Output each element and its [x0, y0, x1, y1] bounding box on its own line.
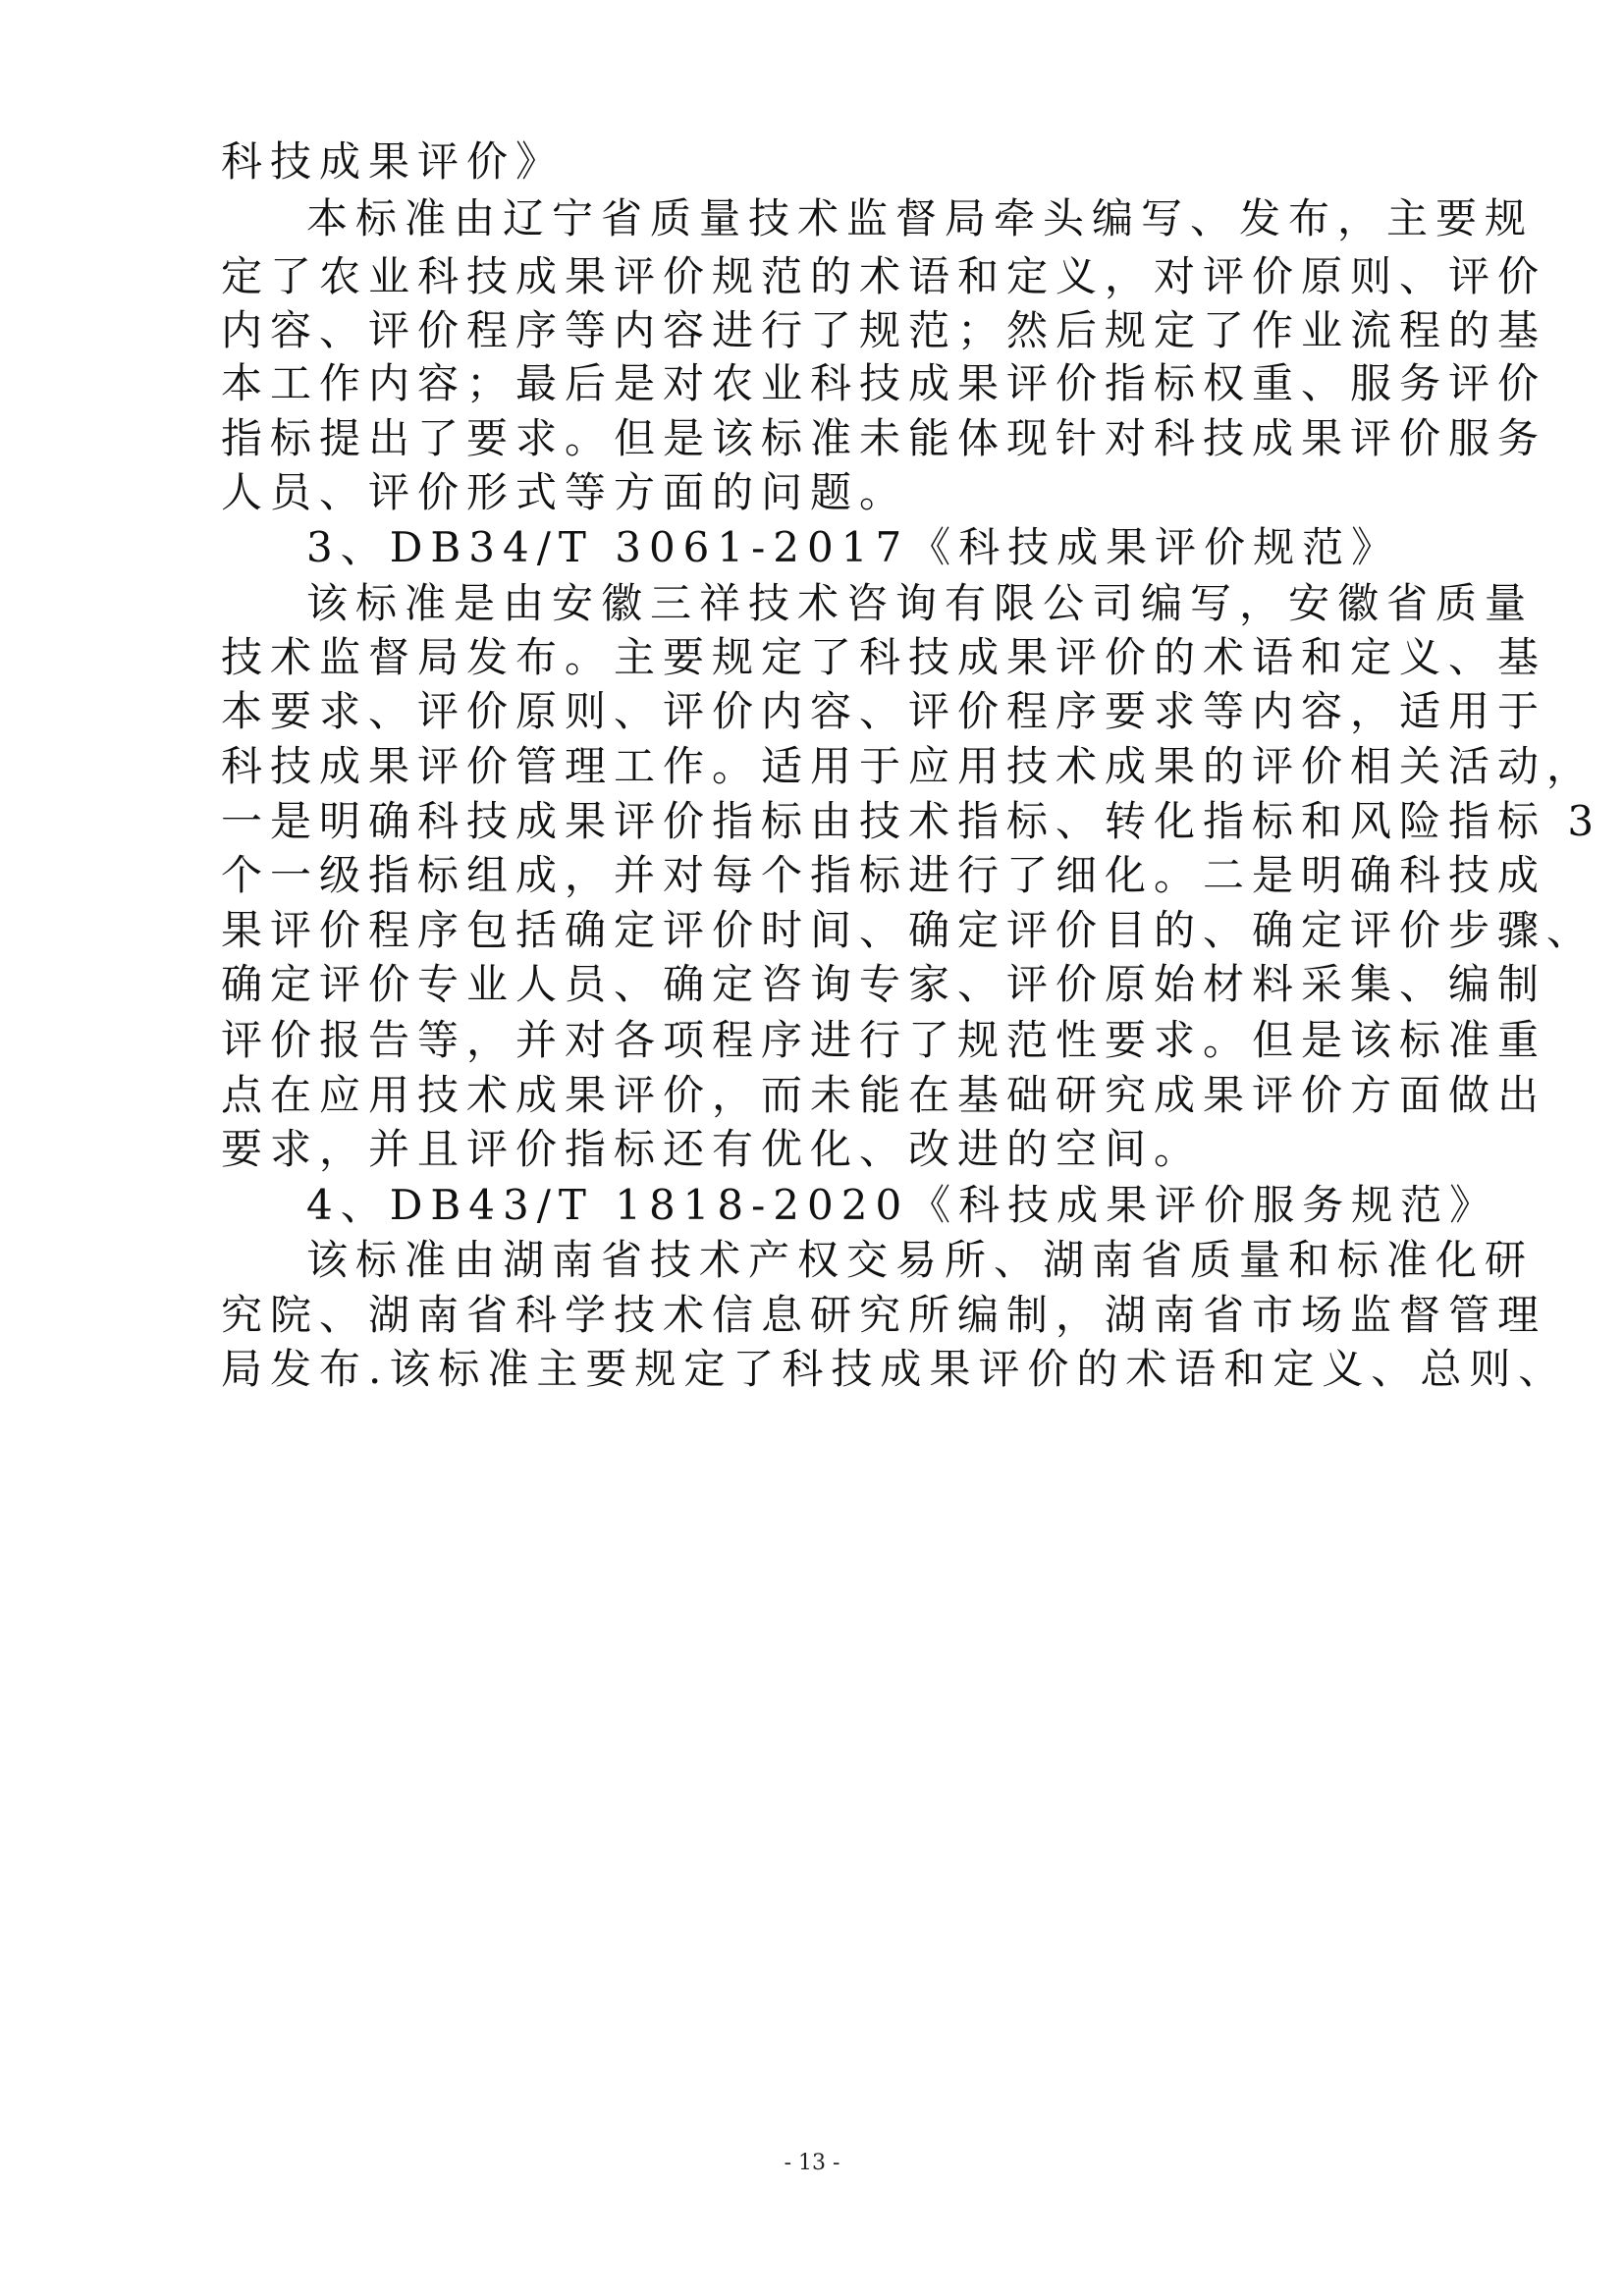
text-line-15: 果评价程序包括确定评价时间、确定评价目的、确定评价步骤、 — [221, 906, 1597, 954]
text-line-14: 个一级指标组成，并对每个指标进行了细化。二是明确科技成 — [221, 851, 1547, 899]
section-heading-4: 4、DB43/T 1818-2020《科技成果评价服务规范》 — [306, 1181, 1499, 1229]
text-line-22: 究院、湖南省科学技术信息研究所编制，湖南省市场监督管理 — [221, 1291, 1547, 1339]
text-line-9: 该标准是由安徽三祥技术咨询有限公司编写，安徽省质量 — [306, 579, 1535, 627]
text-line-10: 技术监督局发布。主要规定了科技成果评价的术语和定义、基 — [221, 633, 1547, 681]
section-heading-3: 3、DB34/T 3061-2017《科技成果评价规范》 — [306, 523, 1401, 571]
text-line-23: 局发布.该标准主要规定了科技成果评价的术语和定义、总则、 — [221, 1345, 1568, 1393]
text-line-2: 本标准由辽宁省质量技术监督局牵头编写、发布，主要规 — [306, 194, 1535, 242]
page-number: - 13 - — [784, 2151, 840, 2175]
text-line-13: 一是明确科技成果评价指标由技术指标、转化指标和风险指标 3 — [221, 797, 1602, 845]
text-line-17: 评价报告等，并对各项程序进行了规范性要求。但是该标准重 — [221, 1016, 1547, 1064]
text-line-4: 内容、评价程序等内容进行了规范；然后规定了作业流程的基 — [221, 306, 1547, 354]
text-line-7: 人员、评价形式等方面的问题。 — [221, 468, 909, 516]
text-line-1: 科技成果评价》 — [221, 137, 566, 186]
text-line-21: 该标准由湖南省技术产权交易所、湖南省质量和标准化研 — [306, 1236, 1535, 1284]
text-line-12: 科技成果评价管理工作。适用于应用技术成果的评价相关活动， — [221, 742, 1597, 790]
text-line-18: 点在应用技术成果评价，而未能在基础研究成果评价方面做出 — [221, 1071, 1547, 1119]
text-line-16: 确定评价专业人员、确定咨询专家、评价原始材料采集、编制 — [221, 960, 1547, 1008]
text-line-6: 指标提出了要求。但是该标准未能体现针对科技成果评价服务 — [221, 414, 1547, 462]
text-line-19: 要求，并且评价指标还有优化、改进的空间。 — [221, 1125, 1204, 1173]
text-line-3: 定了农业科技成果评价规范的术语和定义，对评价原则、评价 — [221, 252, 1547, 300]
text-line-11: 本要求、评价原则、评价内容、评价程序要求等内容，适用于 — [221, 687, 1547, 735]
text-line-5: 本工作内容；最后是对农业科技成果评价指标权重、服务评价 — [221, 359, 1547, 407]
